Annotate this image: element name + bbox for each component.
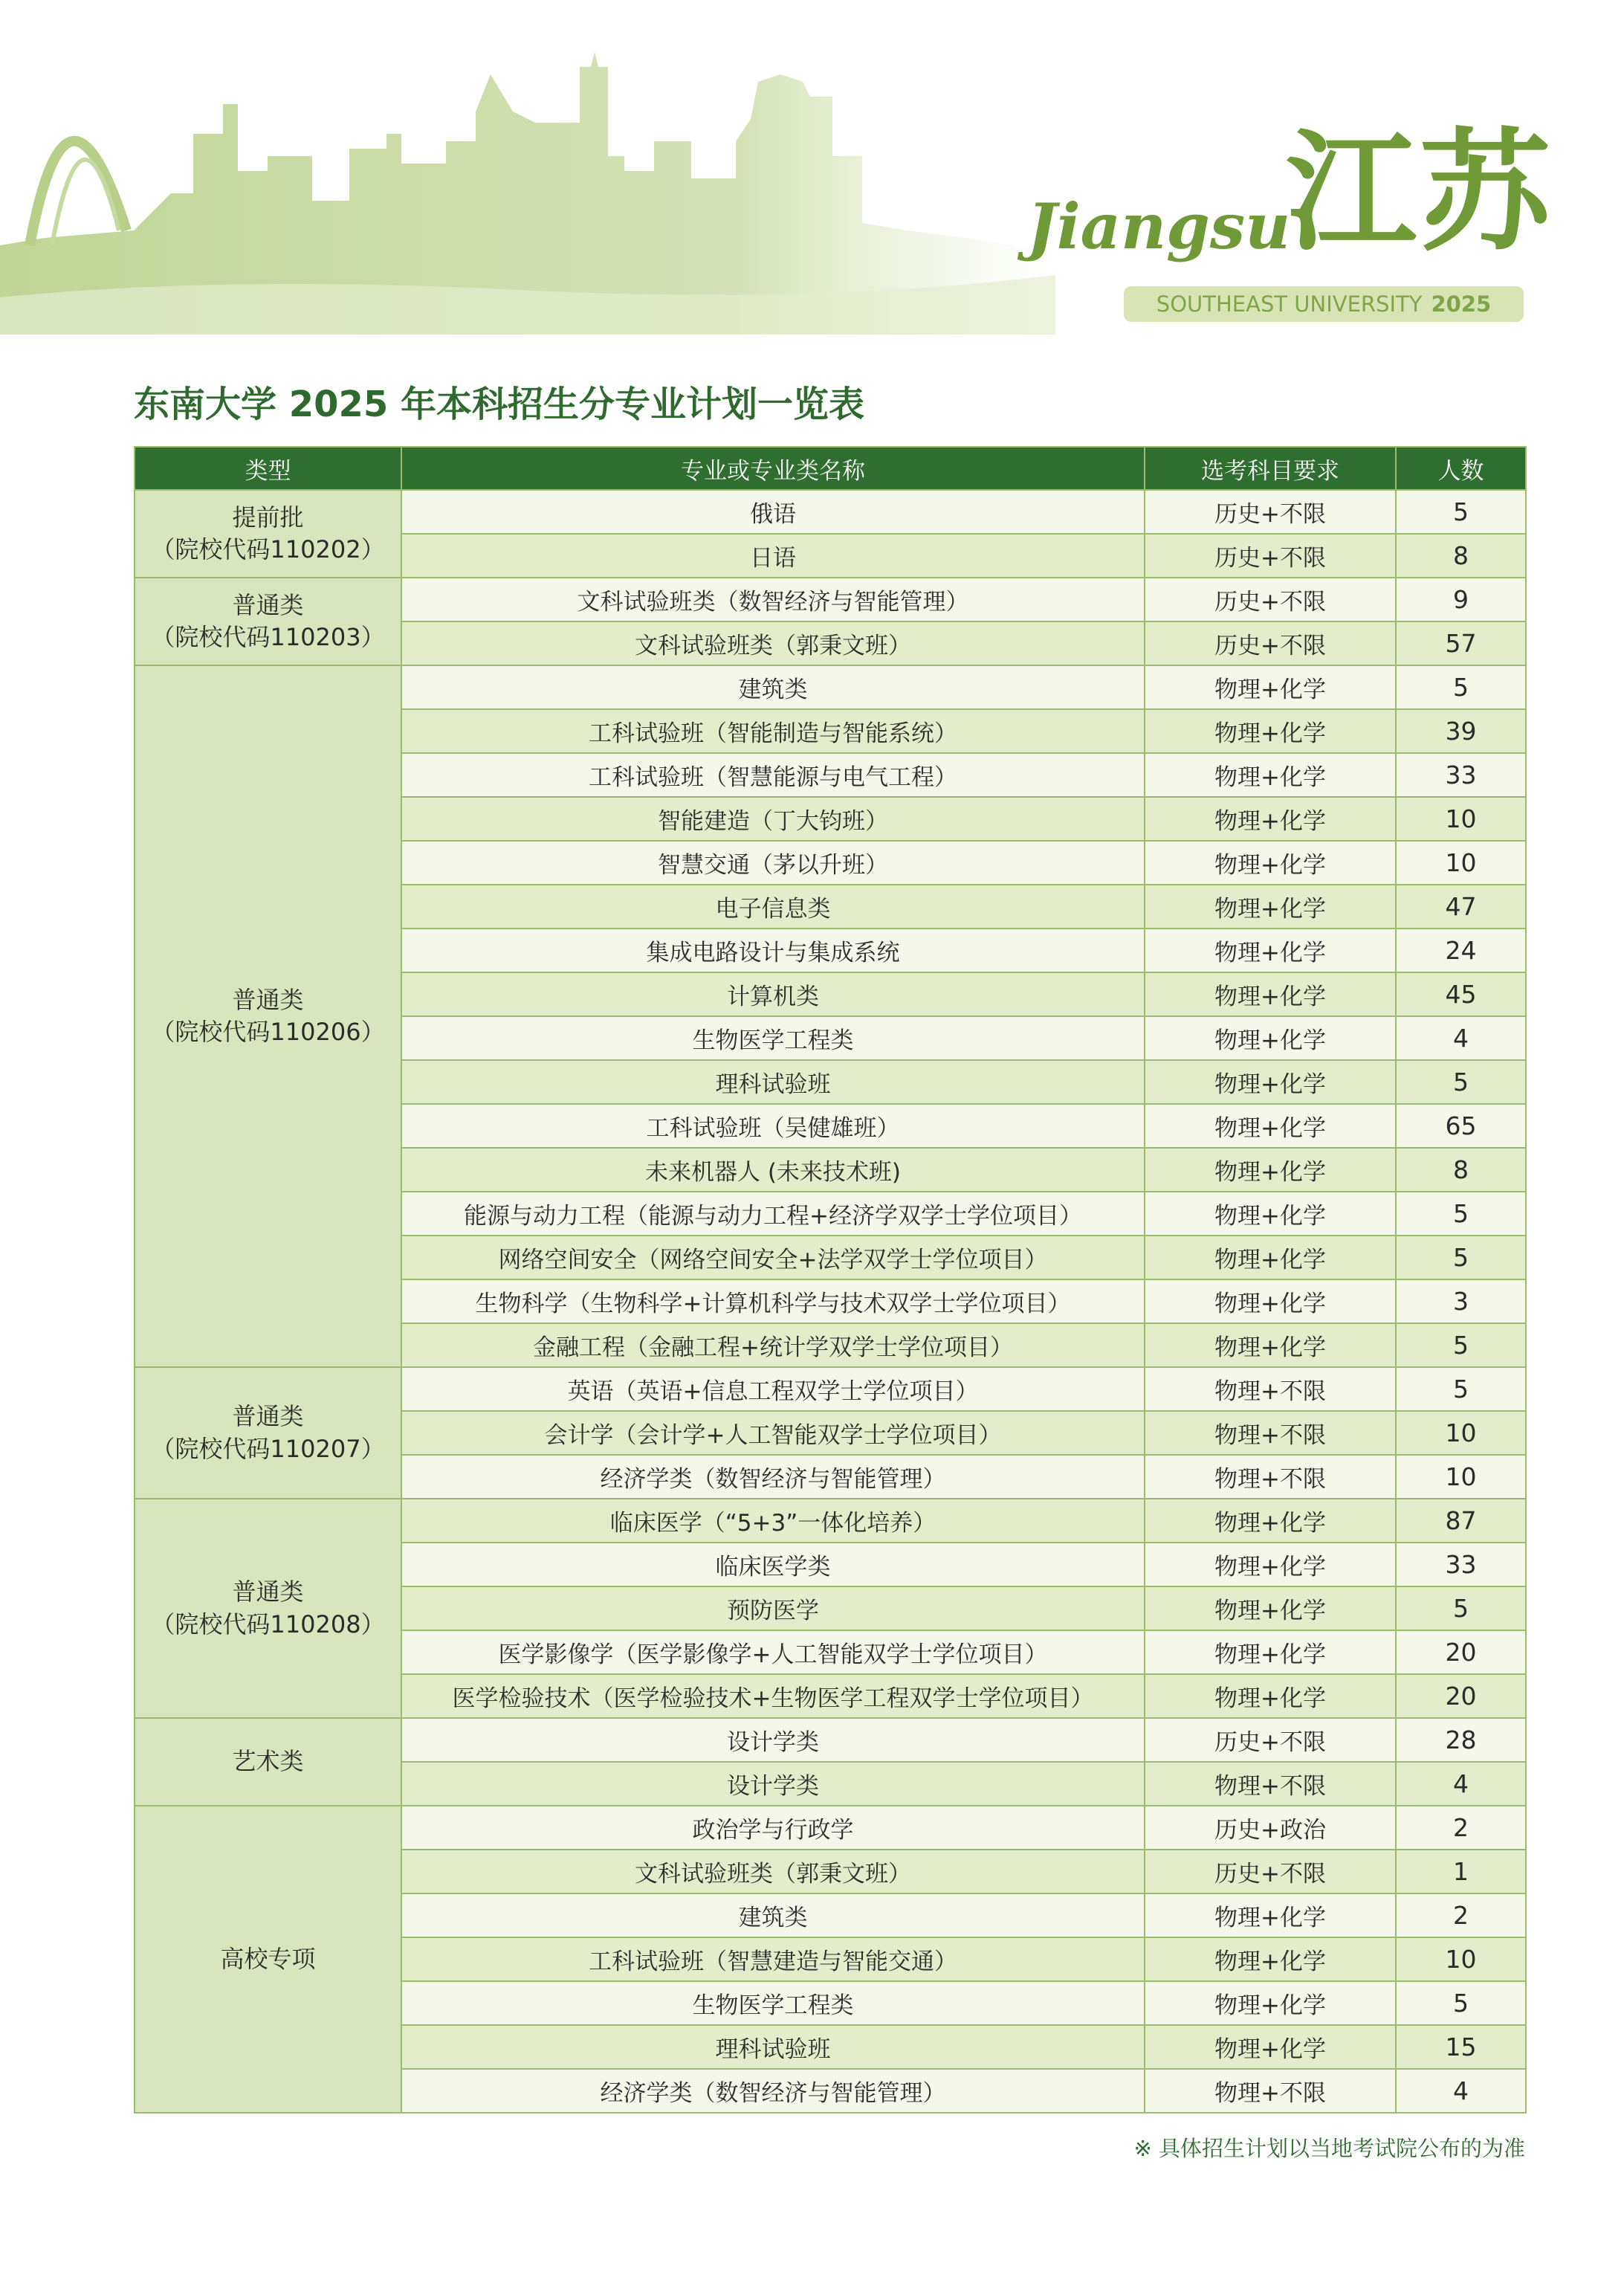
- major-cell: 智慧交通（茅以升班）: [401, 841, 1145, 885]
- table-header-row: [135, 447, 1526, 490]
- subjects-cell: 历史+不限: [1145, 1850, 1396, 1893]
- subjects-cell: 物理+化学: [1145, 1893, 1396, 1937]
- major-cell: 文科试验班类（郭秉文班）: [401, 1850, 1145, 1893]
- category-name: 提前批: [232, 503, 304, 532]
- subjects-cell: 物理+化学: [1145, 1630, 1396, 1674]
- major-cell: 政治学与行政学: [401, 1806, 1145, 1850]
- count-cell: 2: [1396, 1806, 1526, 1850]
- count-cell: 20: [1396, 1674, 1526, 1718]
- school-code: （院校代码110206）: [151, 1018, 385, 1046]
- category-cell: [135, 665, 401, 1367]
- count-cell: 33: [1396, 753, 1526, 797]
- major-cell: 工科试验班（智慧能源与电气工程）: [401, 753, 1145, 797]
- table-row: [135, 1718, 1526, 1762]
- table-body: [135, 490, 1526, 2113]
- subjects-cell: 物理+化学: [1145, 1236, 1396, 1279]
- category-cell: [135, 1718, 401, 1806]
- count-cell: 10: [1396, 797, 1526, 841]
- major-cell: 工科试验班（智能制造与智能系统）: [401, 709, 1145, 753]
- count-cell: 33: [1396, 1543, 1526, 1586]
- major-cell: 生物医学工程类: [401, 1016, 1145, 1060]
- subjects-cell: 物理+不限: [1145, 1762, 1396, 1806]
- school-code: （院校代码110202）: [151, 535, 385, 564]
- subjects-cell: 物理+化学: [1145, 1148, 1396, 1192]
- count-cell: 10: [1396, 841, 1526, 885]
- school-code: （院校代码110208）: [151, 1609, 385, 1638]
- subjects-cell: 物理+化学: [1145, 1586, 1396, 1630]
- major-cell: 文科试验班类（数智经济与智能管理）: [401, 578, 1145, 621]
- count-cell: 5: [1396, 1367, 1526, 1411]
- category-name: 普通类: [232, 590, 304, 619]
- subjects-cell: 物理+化学: [1145, 1104, 1396, 1148]
- subjects-cell: 历史+不限: [1145, 578, 1396, 621]
- count-cell: 9: [1396, 578, 1526, 621]
- header-count: 人数: [1396, 447, 1526, 490]
- major-cell: 理科试验班: [401, 1060, 1145, 1104]
- major-cell: 建筑类: [401, 665, 1145, 709]
- count-cell: 4: [1396, 1016, 1526, 1060]
- school-code: （院校代码110203）: [151, 623, 385, 651]
- subjects-cell: 物理+化学: [1145, 709, 1396, 753]
- category-name: 普通类: [232, 1402, 304, 1431]
- count-cell: 5: [1396, 665, 1526, 709]
- count-cell: 45: [1396, 972, 1526, 1016]
- major-cell: 医学影像学（医学影像学+人工智能双学士学位项目）: [401, 1630, 1145, 1674]
- subjects-cell: 物理+化学: [1145, 1016, 1396, 1060]
- major-cell: 理科试验班: [401, 2025, 1145, 2069]
- year-label: 2025: [1431, 291, 1492, 317]
- header-type: 类型: [135, 447, 401, 490]
- major-cell: 建筑类: [401, 1893, 1145, 1937]
- count-cell: 2: [1396, 1893, 1526, 1937]
- count-cell: 24: [1396, 929, 1526, 972]
- subjects-cell: 物理+不限: [1145, 2069, 1396, 2113]
- count-cell: 5: [1396, 490, 1526, 534]
- count-cell: 5: [1396, 1192, 1526, 1236]
- major-cell: 文科试验班类（郭秉文班）: [401, 621, 1145, 665]
- category-name: 高校专项: [220, 1944, 316, 1973]
- province-name-english: Jiangsu: [1027, 190, 1291, 263]
- category-cell: [135, 1499, 401, 1718]
- subjects-cell: 历史+政治: [1145, 1806, 1396, 1850]
- category-cell: [135, 1806, 401, 2113]
- university-banner: [1124, 286, 1524, 322]
- subjects-cell: 物理+化学: [1145, 1499, 1396, 1543]
- table-row: [135, 1367, 1526, 1411]
- city-skyline-illustration: [0, 52, 1055, 335]
- major-cell: 智能建造（丁大钧班）: [401, 797, 1145, 841]
- count-cell: 8: [1396, 534, 1526, 578]
- subjects-cell: 历史+不限: [1145, 621, 1396, 665]
- major-cell: 会计学（会计学+人工智能双学士学位项目）: [401, 1411, 1145, 1455]
- major-cell: 工科试验班（吴健雄班）: [401, 1104, 1145, 1148]
- subjects-cell: 物理+化学: [1145, 1674, 1396, 1718]
- major-cell: 医学检验技术（医学检验技术+生物医学工程双学士学位项目）: [401, 1674, 1145, 1718]
- subjects-cell: 物理+化学: [1145, 1543, 1396, 1586]
- subjects-cell: 物理+不限: [1145, 1367, 1396, 1411]
- subjects-cell: 物理+不限: [1145, 1411, 1396, 1455]
- subjects-cell: 物理+化学: [1145, 797, 1396, 841]
- table-row: [135, 578, 1526, 621]
- subjects-cell: 物理+化学: [1145, 929, 1396, 972]
- table-row: [135, 665, 1526, 709]
- count-cell: 15: [1396, 2025, 1526, 2069]
- subjects-cell: 历史+不限: [1145, 490, 1396, 534]
- subjects-cell: 物理+化学: [1145, 753, 1396, 797]
- subjects-cell: 物理+化学: [1145, 1279, 1396, 1323]
- major-cell: 未来机器人 (未来技术班): [401, 1148, 1145, 1192]
- category-name: 普通类: [232, 985, 304, 1014]
- subjects-cell: 物理+化学: [1145, 2025, 1396, 2069]
- count-cell: 10: [1396, 1937, 1526, 1981]
- major-cell: 预防医学: [401, 1586, 1145, 1630]
- subjects-cell: 物理+化学: [1145, 841, 1396, 885]
- category-cell: [135, 578, 401, 665]
- count-cell: 5: [1396, 1236, 1526, 1279]
- major-cell: 设计学类: [401, 1762, 1145, 1806]
- subjects-cell: 物理+化学: [1145, 885, 1396, 929]
- major-cell: 网络空间安全（网络空间安全+法学双学士学位项目）: [401, 1236, 1145, 1279]
- count-cell: 57: [1396, 621, 1526, 665]
- subjects-cell: 物理+不限: [1145, 1455, 1396, 1499]
- count-cell: 1: [1396, 1850, 1526, 1893]
- major-cell: 日语: [401, 534, 1145, 578]
- major-cell: 俄语: [401, 490, 1145, 534]
- count-cell: 28: [1396, 1718, 1526, 1762]
- count-cell: 10: [1396, 1411, 1526, 1455]
- table-row: [135, 490, 1526, 534]
- subjects-cell: 物理+化学: [1145, 665, 1396, 709]
- count-cell: 3: [1396, 1279, 1526, 1323]
- table-row: [135, 1499, 1526, 1543]
- major-cell: 能源与动力工程（能源与动力工程+经济学双学士学位项目）: [401, 1192, 1145, 1236]
- major-cell: 计算机类: [401, 972, 1145, 1016]
- count-cell: 39: [1396, 709, 1526, 753]
- category-name: 普通类: [232, 1578, 304, 1607]
- category-cell: [135, 1367, 401, 1499]
- count-cell: 87: [1396, 1499, 1526, 1543]
- subjects-cell: 历史+不限: [1145, 534, 1396, 578]
- document-title: 东南大学 2025 年本科招生分专业计划一览表: [134, 384, 865, 425]
- category-name: 艺术类: [232, 1747, 304, 1776]
- header-subjects: 选考科目要求: [1145, 447, 1396, 490]
- major-cell: 生物科学（生物科学+计算机科学与技术双学士学位项目）: [401, 1279, 1145, 1323]
- province-name-chinese: 江苏: [1286, 117, 1554, 269]
- footnote: ※ 具体招生计划以当地考试院公布的为准: [1133, 2136, 1525, 2161]
- subjects-cell: 物理+化学: [1145, 1937, 1396, 1981]
- major-cell: 集成电路设计与集成系统: [401, 929, 1145, 972]
- school-code: （院校代码110207）: [151, 1434, 385, 1463]
- count-cell: 47: [1396, 885, 1526, 929]
- subjects-cell: 历史+不限: [1145, 1718, 1396, 1762]
- major-cell: 工科试验班（智慧建造与智能交通）: [401, 1937, 1145, 1981]
- count-cell: 4: [1396, 1762, 1526, 1806]
- major-cell: 经济学类（数智经济与智能管理）: [401, 1455, 1145, 1499]
- count-cell: 5: [1396, 1981, 1526, 2025]
- count-cell: 5: [1396, 1586, 1526, 1630]
- major-cell: 设计学类: [401, 1718, 1145, 1762]
- major-cell: 临床医学类: [401, 1543, 1145, 1586]
- count-cell: 65: [1396, 1104, 1526, 1148]
- subjects-cell: 物理+化学: [1145, 1981, 1396, 2025]
- university-label: SOUTHEAST UNIVERSITY: [1156, 291, 1423, 317]
- count-cell: 5: [1396, 1323, 1526, 1367]
- major-cell: 电子信息类: [401, 885, 1145, 929]
- count-cell: 8: [1396, 1148, 1526, 1192]
- subjects-cell: 物理+化学: [1145, 1192, 1396, 1236]
- count-cell: 20: [1396, 1630, 1526, 1674]
- major-cell: 经济学类（数智经济与智能管理）: [401, 2069, 1145, 2113]
- subjects-cell: 物理+化学: [1145, 972, 1396, 1016]
- header-major: 专业或专业类名称: [401, 447, 1145, 490]
- count-cell: 10: [1396, 1455, 1526, 1499]
- major-cell: 金融工程（金融工程+统计学双学士学位项目）: [401, 1323, 1145, 1367]
- major-cell: 英语（英语+信息工程双学士学位项目）: [401, 1367, 1145, 1411]
- subjects-cell: 物理+化学: [1145, 1060, 1396, 1104]
- count-cell: 5: [1396, 1060, 1526, 1104]
- category-cell: [135, 490, 401, 578]
- major-cell: 临床医学（“5+3”一体化培养）: [401, 1499, 1145, 1543]
- major-cell: 生物医学工程类: [401, 1981, 1145, 2025]
- subjects-cell: 物理+化学: [1145, 1323, 1396, 1367]
- admission-plan-table: [134, 446, 1527, 2114]
- count-cell: 4: [1396, 2069, 1526, 2113]
- table-row: [135, 1806, 1526, 1850]
